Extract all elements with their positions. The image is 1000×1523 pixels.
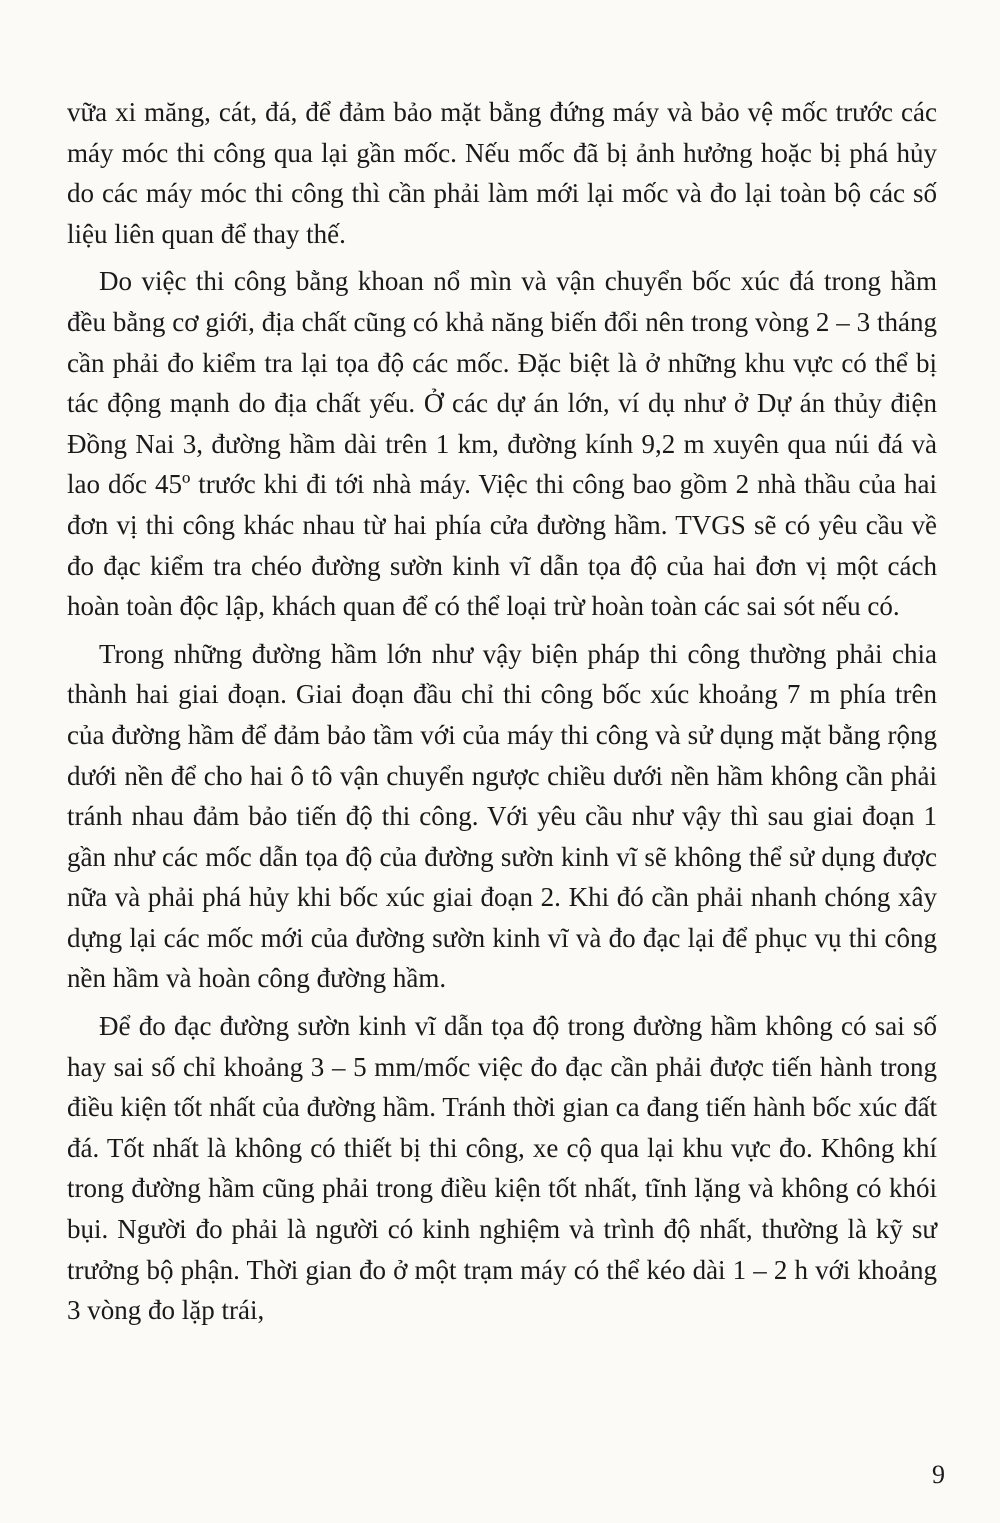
paragraph: Để đo đạc đường sườn kinh vĩ dẫn tọa độ trong đường hầm không có sai số hay sai số chỉ khoảng 3 – 5 mm/mốc việc đo đạc cần phải được tiến hành trong điều kiện tốt nhất của đường hầm. Tránh thời gian ca đang tiến hành bốc xúc đất đá. Tốt nhất là không có thiết bị thi công, xe cộ qua lại khu vực đo. Không khí trong đường hầm cũng phải trong điều kiện tốt nhất, tĩnh lặng và không có khói bụi. Người đo phải là người có kinh nghiệm và trình độ nhất, thường là kỹ sư trưởng bộ phận. Thời gian đo ở một trạm máy có thể kéo dài 1 – 2 h với khoảng 3 vòng đo lặp trái, — [67, 1011, 937, 1326]
paragraph: Do việc thi công bằng khoan nổ mìn và vận chuyển bốc xúc đá trong hầm đều bằng cơ giới, địa chất cũng có khả năng biến đổi nên trong vòng 2 – 3 tháng cần phải đo kiểm tra lại tọa độ các mốc. Đặc biệt là ở những khu vực có thể bị tác động mạnh do địa chất yếu. Ở các dự án lớn, ví dụ như ở Dự án thủy điện Đồng Nai 3, đường hầm dài trên 1 km, đường kính 9,2 m xuyên qua núi đá và lao dốc 45º trước khi đi tới nhà máy. Việc thi công bao gồm 2 nhà thầu của hai đơn vị thi công khác nhau từ hai phía cửa đường hầm. TVGS sẽ có yêu cầu về đo đạc kiểm tra chéo đường sườn kinh vĩ dẫn tọa độ của hai đơn vị một cách hoàn toàn độc lập, khách quan để có thể loại trừ hoàn toàn các sai sót nếu có. — [67, 266, 937, 622]
paragraph-continuation: vữa xi măng, cát, đá, để đảm bảo mặt bằng đứng máy và bảo vệ mốc trước các máy móc thi công qua lại gần mốc. Nếu mốc đã bị ảnh hưởng hoặc bị phá hủy do các máy móc thi công thì cần phải làm mới lại mốc và đo lại toàn bộ các số liệu liên quan để thay thế. — [67, 97, 937, 249]
paragraph: Trong những đường hầm lớn như vậy biện pháp thi công thường phải chia thành hai giai đoạn. Giai đoạn đầu chỉ thi công bốc xúc khoảng 7 m phía trên của đường hầm để đảm bảo tầm với của máy thi công và sử dụng mặt bằng rộng dưới nền để cho hai ô tô vận chuyển ngược chiều dưới nền hầm không cần phải tránh nhau đảm bảo tiến độ thi công. Với yêu cầu như vậy thì sau giai đoạn 1 gần như các mốc dẫn tọa độ của đường sườn kinh vĩ sẽ không thể sử dụng được nữa và phải phá hủy khi bốc xúc giai đoạn 2. Khi đó cần phải nhanh chóng xây dựng lại các mốc mới của đường sườn kinh vĩ và đo đạc lại để phục vụ thi công nền hầm và hoàn công đường hầm. — [67, 638, 937, 994]
page-number: 9 — [932, 1460, 945, 1489]
body-text — [67, 92, 937, 1338]
